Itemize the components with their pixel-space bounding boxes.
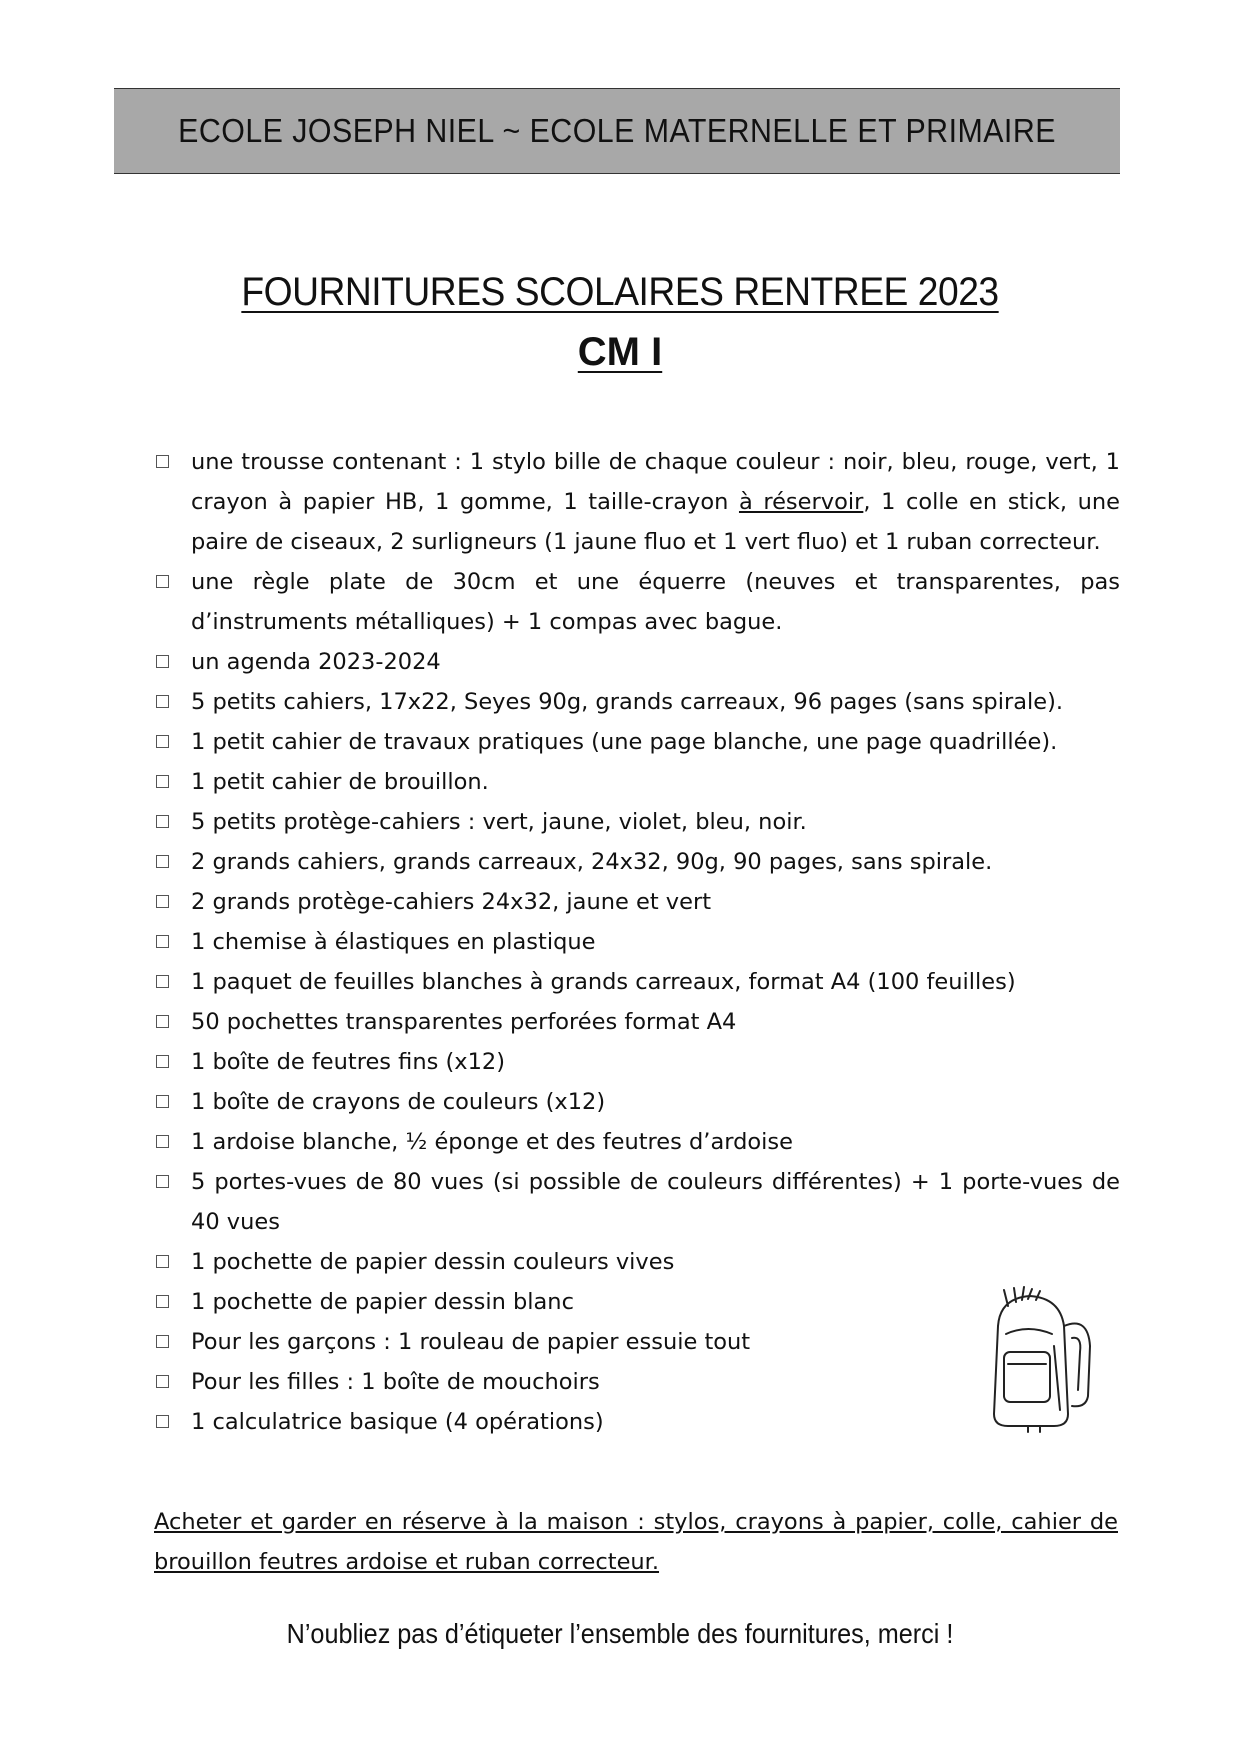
page-title	[0, 266, 1240, 378]
checkbox-icon[interactable]	[156, 655, 169, 668]
school-name: ECOLE JOSEPH NIEL ~ ECOLE MATERNELLE ET PRIMAIRE	[178, 112, 1056, 149]
list-item	[152, 1002, 1120, 1042]
title-supplies: FOURNITURES SCOLAIRES RENTREE 2023	[241, 270, 999, 314]
checkbox-icon[interactable]	[156, 895, 169, 908]
list-item	[152, 722, 1120, 762]
list-item-text: 1 calculatrice basique (4 opérations)	[191, 1409, 604, 1435]
list-item-text: 5 petits protège-cahiers : vert, jaune, violet, bleu, noir.	[191, 809, 807, 835]
list-item-text: un agenda 2023-2024	[191, 649, 441, 675]
checkbox-icon[interactable]	[156, 695, 169, 708]
list-item	[152, 802, 1120, 842]
list-item	[152, 1122, 1120, 1162]
list-item-text: 1 paquet de feuilles blanches à grands carreaux, format A4 (100 feuilles)	[191, 969, 1016, 995]
checkbox-icon[interactable]	[156, 975, 169, 988]
checkbox-icon[interactable]	[156, 1015, 169, 1028]
checkbox-icon[interactable]	[156, 735, 169, 748]
list-item-text: 1 chemise à élastiques en plastique	[191, 929, 596, 955]
list-item-text: 1 boîte de crayons de couleurs (x12)	[191, 1089, 606, 1115]
list-item	[152, 1082, 1120, 1122]
checkbox-icon[interactable]	[156, 1255, 169, 1268]
list-item-text: 5 petits cahiers, 17x22, Seyes 90g, grands carreaux, 96 pages (sans spirale).	[191, 689, 1064, 715]
list-item-text: Pour les garçons : 1 rouleau de papier essuie tout	[191, 1329, 751, 1355]
reserve-note: Acheter et garder en réserve à la maison : stylos, crayons à papier, colle, cahier de brouillon feutres ardoise et ruban correcteur.	[154, 1509, 1118, 1575]
list-item	[152, 842, 1120, 882]
checkbox-icon[interactable]	[156, 775, 169, 788]
list-item	[152, 762, 1120, 802]
list-item	[152, 682, 1120, 722]
list-item-text: 1 pochette de papier dessin blanc	[191, 1289, 574, 1315]
checkbox-icon[interactable]	[156, 1095, 169, 1108]
list-item-text: une règle plate de 30cm et une équerre (neuves et transparentes, pas d’instruments métalliques) + 1 compas avec bague.	[191, 569, 1120, 635]
list-item-text: 1 pochette de papier dessin couleurs vives	[191, 1249, 675, 1275]
checkbox-icon[interactable]	[156, 815, 169, 828]
school-header-band	[114, 88, 1120, 174]
checkbox-icon[interactable]	[156, 575, 169, 588]
list-item	[152, 1042, 1120, 1082]
list-item	[152, 882, 1120, 922]
checkbox-icon[interactable]	[156, 1375, 169, 1388]
list-item-text: Pour les filles : 1 boîte de mouchoirs	[191, 1369, 600, 1395]
list-item-text: 2 grands protège-cahiers 24x32, jaune et vert	[191, 889, 712, 915]
checkbox-icon[interactable]	[156, 1055, 169, 1068]
list-item	[152, 922, 1120, 962]
checkbox-icon[interactable]	[156, 455, 169, 468]
backpack-icon	[968, 1286, 1098, 1436]
checkbox-icon[interactable]	[156, 1175, 169, 1188]
checkbox-icon[interactable]	[156, 855, 169, 868]
list-item-text: 5 portes-vues de 80 vues (si possible de couleurs différentes) + 1 porte-vues de 40 vues	[191, 1169, 1120, 1235]
checkbox-icon[interactable]	[156, 935, 169, 948]
list-item	[152, 1162, 1120, 1242]
title-class: CM I	[577, 330, 663, 374]
checkbox-icon[interactable]	[156, 1335, 169, 1348]
list-item-text: 1 petit cahier de brouillon.	[191, 769, 489, 795]
list-item	[152, 962, 1120, 1002]
checkbox-icon[interactable]	[156, 1295, 169, 1308]
list-item-text: 1 ardoise blanche, ½ éponge et des feutres d’ardoise	[191, 1129, 793, 1155]
list-item-text: 50 pochettes transparentes perforées format A4	[191, 1009, 737, 1035]
list-item	[152, 1242, 1120, 1282]
list-item	[152, 562, 1120, 642]
checkbox-icon[interactable]	[156, 1135, 169, 1148]
checkbox-icon[interactable]	[156, 1415, 169, 1428]
list-item	[152, 442, 1120, 562]
footer-note: N’oubliez pas d’étiqueter l’ensemble des fournitures, merci !	[286, 1618, 954, 1649]
list-item-text: une trousse contenant : 1 stylo bille de chaque couleur : noir, bleu, rouge, vert, 1 crayon à papier HB, 1 gomme, 1 taille-crayon à réservoir, 1 colle en stick, une paire de ciseaux, 2 surligneurs (1 jaune fluo et 1 vert fluo) et 1 ruban correcteur.	[191, 449, 1121, 555]
list-item-text: 1 boîte de feutres fins (x12)	[191, 1049, 505, 1075]
list-item-text: 1 petit cahier de travaux pratiques (une page blanche, une page quadrillée).	[191, 729, 1058, 755]
list-item-text: 2 grands cahiers, grands carreaux, 24x32, 90g, 90 pages, sans spirale.	[191, 849, 993, 875]
list-item	[152, 642, 1120, 682]
